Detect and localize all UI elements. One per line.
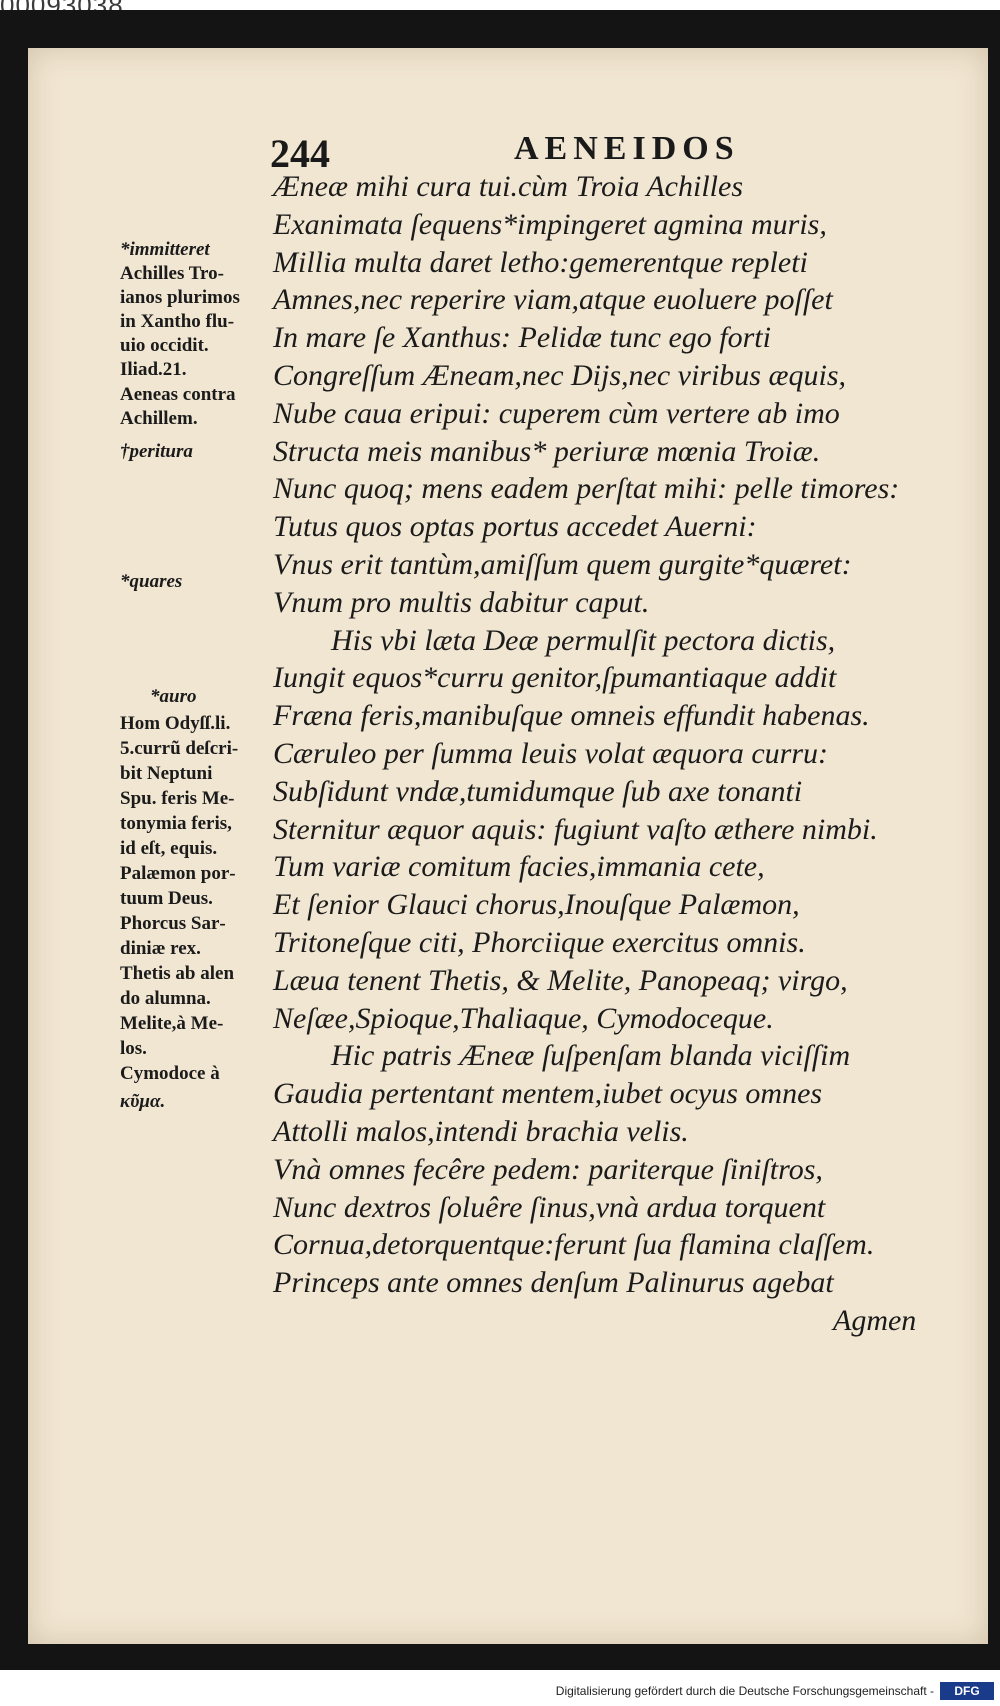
poem-line: Iungit equos*curru genitor,ſpumantiaque addit bbox=[273, 661, 837, 695]
poem-line: Millia multa daret letho:gemerentque repleti bbox=[273, 245, 808, 279]
margin-note: Iliad.21. bbox=[120, 359, 187, 380]
poem-line: Neſæe,Spioque,Thaliaque, Cymodoceque. bbox=[273, 1001, 774, 1035]
poem-line: Princeps ante omnes denſum Palinurus agebat bbox=[273, 1266, 834, 1300]
margin-note: bit Neptuni bbox=[120, 763, 213, 784]
margin-note: Achillem. bbox=[120, 408, 198, 429]
running-title: AENEIDOS bbox=[514, 130, 740, 167]
poem-text bbox=[273, 168, 916, 1340]
digitization-credit: Digitalisierung gefördert durch die Deutsche Forschungsgemeinschaft - bbox=[555, 1684, 934, 1698]
poem-line: Et ſenior Glauci chorus,Inouſque Palæmon, bbox=[273, 888, 800, 922]
poem-line: Æneæ mihi cura tui.cùm Troia Achilles bbox=[273, 170, 743, 203]
margin-note: tonymia feris, bbox=[120, 813, 232, 834]
poem-line: Tritoneſque citi, Phorciique exercitus omnis. bbox=[273, 925, 806, 959]
margin-note: diniæ rex. bbox=[120, 938, 201, 959]
poem-line: Subſidunt vndæ,tumidumque ſub axe tonanti bbox=[273, 774, 803, 808]
margin-note: Phorcus Sar‑ bbox=[120, 913, 226, 934]
poem-line: Hic patris Æneæ ſuſpenſam blanda viciſſim bbox=[331, 1039, 851, 1073]
margin-note: tuum Deus. bbox=[120, 888, 213, 909]
margin-note: Melite,à Me‑ bbox=[120, 1013, 224, 1034]
margin-note: ianos plurimos bbox=[120, 287, 240, 308]
margin-note: uio occidit. bbox=[120, 335, 209, 356]
poem-line: Tum variæ comitum facies,immania cete, bbox=[273, 850, 765, 884]
margin-note: 5.currũ deſcri‑ bbox=[120, 738, 239, 759]
margin-note: Aeneas contra bbox=[120, 384, 236, 405]
margin-note: †peritura bbox=[120, 441, 193, 462]
poem-line: Tutus quos optas portus accedet Auerni: bbox=[273, 510, 757, 544]
poem-line: His vbi læta Deæ permulſit pectora dictis, bbox=[331, 623, 836, 657]
poem-line: Nunc quoq; mens eadem perſtat mihi: pelle timores: bbox=[273, 472, 900, 506]
margin-note: *auro bbox=[150, 686, 197, 707]
margin-note: *immitteret bbox=[120, 239, 210, 260]
poem-line: Vnum pro multis dabitur caput. bbox=[273, 585, 650, 619]
margin-note: in Xantho flu‑ bbox=[120, 311, 235, 332]
poem-line: Cæruleo per ſumma leuis volat æquora curru: bbox=[273, 736, 828, 770]
margin-note: Spu. feris Me‑ bbox=[120, 788, 235, 809]
poem-line: Nunc dextros ſoluêre ſinus,vnà ardua torquent bbox=[273, 1190, 826, 1224]
margin-note: los. bbox=[120, 1038, 147, 1059]
margin-note: κῦμα. bbox=[120, 1091, 166, 1112]
poem-line: Gaudia pertentant mentem,iubet ocyus omnes bbox=[273, 1077, 823, 1111]
margin-note: Achilles Tro‑ bbox=[120, 263, 224, 284]
poem-line: Structa meis manibus* periuræ mœnia Troiæ. bbox=[273, 434, 821, 468]
page-number: 244 bbox=[270, 131, 330, 176]
poem-line: Exanimata ſequens*impingeret agmina muris, bbox=[273, 207, 827, 241]
margin-note: do alumna. bbox=[120, 988, 211, 1009]
poem-line: Læua tenent Thetis, & Melite, Panopeaq; virgo, bbox=[273, 963, 848, 997]
margin-note: Hom Odyſſ.li. bbox=[120, 713, 231, 734]
margin-note: id eſt, equis. bbox=[120, 838, 218, 859]
margin-note: Thetis ab alen bbox=[120, 963, 235, 984]
poem-line: Amnes,nec reperire viam,atque euoluere poſſet bbox=[273, 283, 833, 317]
poem-line: Nube caua eripui: cuperem cùm vertere ab imo bbox=[273, 396, 840, 430]
poem-line: Congreſſum Æneam,nec Dijs,nec viribus æquis, bbox=[273, 358, 847, 392]
poem-line: Sternitur æquor aquis: fugiunt vaſto æthere nimbi. bbox=[273, 812, 878, 846]
dfg-logo: DFG bbox=[940, 1682, 994, 1700]
poem-line: In mare ſe Xanthus: Pelidæ tunc ego forti bbox=[273, 321, 771, 355]
poem-line: Vnus erit tantùm,amiſſum quem gurgite*quæret: bbox=[273, 547, 852, 581]
poem-line: Attolli malos,intendi brachia velis. bbox=[273, 1114, 689, 1148]
poem-line: Vnà omnes fecêre pedem: pariterque ſiniſtros, bbox=[273, 1152, 823, 1186]
margin-note: Cymodoce à bbox=[120, 1063, 220, 1084]
catchword: Agmen bbox=[833, 1303, 917, 1337]
margin-note: Palæmon por‑ bbox=[120, 863, 236, 884]
poem-line: Fræna feris,manibuſque omneis effundit habenas. bbox=[273, 699, 870, 733]
margin-note: *quares bbox=[120, 571, 183, 592]
poem-line: Cornua,detorquentque:ferunt ſua flamina claſſem. bbox=[273, 1228, 875, 1262]
